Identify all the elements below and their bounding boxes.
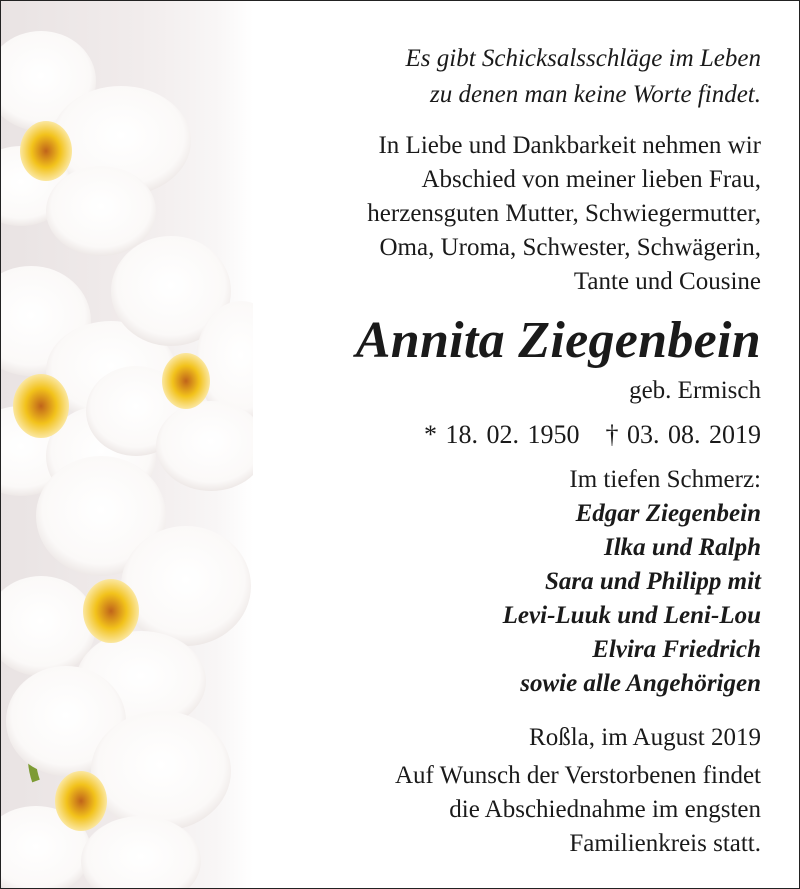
quote-line: zu denen man keine Worte findet. [430, 81, 761, 108]
mourner-name: Levi-Luuk und Leni-Lou [502, 602, 761, 629]
mourners-list [261, 497, 761, 701]
quote-line: Es gibt Schicksalsschläge im Leben [405, 45, 761, 72]
orchid-image [1, 1, 253, 888]
obituary-text [261, 41, 761, 861]
closing-line: Auf Wunsch der Verstorbenen findet [394, 762, 761, 789]
deceased-name: Annita Ziegenbein [355, 312, 761, 369]
intro-line: Oma, Uroma, Schwester, Schwägerin, [379, 234, 761, 261]
death-date: † 03. 08. 2019 [605, 420, 761, 449]
intro-line: Tante und Cousine [573, 268, 761, 295]
mourner-name: sowie alle Angehörigen [520, 670, 761, 697]
farewell-intro [261, 129, 761, 299]
life-dates [261, 417, 761, 453]
birth-name: geb. Ermisch [629, 377, 761, 404]
place-and-date: Roßla, im August 2019 [529, 724, 761, 751]
orchid-flowers-icon [1, 1, 253, 888]
intro-line: In Liebe und Dankbarkeit nehmen wir [378, 132, 761, 159]
intro-line: herzensguten Mutter, Schwiegermutter, [367, 200, 761, 227]
birth-date: * 18. 02. 1950 [424, 420, 580, 449]
closing-note [261, 759, 761, 861]
closing-line: die Abschiednahme im engsten [449, 796, 761, 823]
opening-quote [261, 41, 761, 113]
mourner-name: Sara und Philipp mit [544, 568, 761, 595]
mourners-heading: Im tiefen Schmerz: [569, 466, 761, 493]
mourner-name: Elvira Friedrich [592, 636, 761, 663]
mourner-name: Ilka und Ralph [603, 534, 761, 561]
mourner-name: Edgar Ziegenbein [575, 500, 761, 527]
intro-line: Abschied von meiner lieben Frau, [421, 166, 761, 193]
closing-line: Familienkreis statt. [569, 830, 761, 857]
